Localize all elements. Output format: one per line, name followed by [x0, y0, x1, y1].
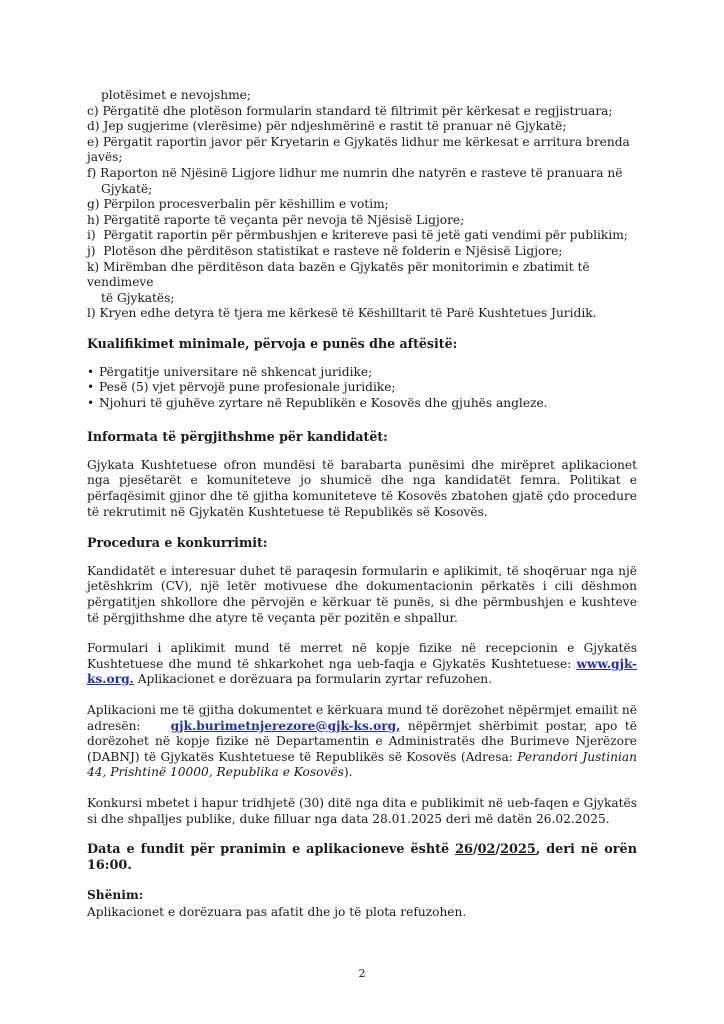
duty-item-e: e) Përgatit raportin javor për Kryetarin e Gjykatës lidhur me kërkesat e arritura brenda javës;: [87, 134, 630, 165]
qualification-item: • Përgatitje universitare në shkencat juridike;: [87, 365, 637, 381]
duty-item-g: g) Përpilon procesverbalin për këshillim e votim;: [87, 197, 389, 212]
qualification-item: • Njohuri të gjuhëve zyrtare në Republikën e Kosovës dhe gjuhës angleze.: [87, 396, 637, 412]
address: Perandori Justinian 44, Prishtinë 10000, Republika e Kosovës: [87, 749, 637, 780]
note-text: Aplikacionet e dorëzuara pas afatit dhe jo të plota refuzohen.: [87, 904, 467, 919]
qualifications-heading: Kualifikimet minimale, përvoja e punës dhe aftësitë:: [87, 335, 458, 351]
procedure-paragraph-4: Konkursi mbetet i hapur tridhjetë (30) ditë nga dita e publikimit në ueb-faqen e Gjykatës si dhe shpalljes publike, duke filluar nga data 28.01.2025 deri më datën 26.02.2025.: [87, 795, 637, 826]
duty-item-f: f) Raporton në Njësinë Ligjore lidhur me numrin dhe natyrën e rasteve të pranuara në Gjykatë;: [87, 165, 623, 196]
website-link[interactable]: www.gjk-ks.org.: [87, 656, 637, 687]
duty-item-c: c) Përgatitë dhe plotëson formularin standard të filtrimit për kërkesat e regjistruara;: [87, 103, 613, 118]
deadline-year: 2025: [500, 842, 536, 858]
deadline-month: 02: [477, 842, 496, 858]
qualifications-list: [87, 365, 637, 412]
procedure-paragraph-3: Aplikacioni me të gjitha dokumentet e kërkuara mund të dorëzohet nëpërmjet emailit në adresën: gjk.burimetnjerezore@gjk-ks.org, nëpërmjet shërbimit postar, apo të dorëzohet në kopje fizike në Departamentin e Administratës dhe Burimeve Njerëzore (DABNJ) të Gjykatës Kushtetuese të Republikës së Kosovës (Adresa: Perandori Justinian 44, Prishtinë 10000, Republika e Kosovës).: [87, 703, 637, 780]
qualification-item: • Pesë (5) vjet përvojë pune profesionale juridike;: [87, 380, 637, 396]
duty-item-j: j) Plotëson dhe përditëson statistikat e rasteve në folderin e Njësisë Ligjore;: [87, 243, 563, 258]
note-heading: Shënim:: [87, 888, 144, 903]
document-page: [87, 88, 637, 920]
duty-item-d: d) Jep sugjerime (vlerësime) për ndjeshmërinë e rastit të pranuar në Gjykatë;: [87, 119, 567, 134]
procedure-paragraph-2: Formulari i aplikimit mund të merret në kopje fizike në recepcionin e Gjykatës Kushtetuese dhe mund të shkarkohet nga ueb-faqja e Gjykatës Kushtetuese: www.gjk-ks.org. Aplikacionet e dorëzuara pa formularin zyrtar refuzohen.: [87, 641, 637, 687]
general-info-paragraph: Gjykata Kushtetuese ofron mundësi të barabarta punësimi dhe mirëpret aplikacionet nga pjesëtarët e komuniteteve jo shumicë dhe nga kandidatët femra. Politikat e përfaqësimit gjinor dhe të gjitha komuniteteve të Kosovës zbatohen gjatë çdo procedure të rekrutimit në Gjykatën Kushtetuese të Republikës së Kosovës.: [87, 457, 637, 519]
duty-item-k: k) Mirëmban dhe përditëson data bazën e Gjykatës për monitorimin e zbatimit të vendimeve të Gjykatës;: [87, 259, 590, 305]
procedure-heading: Procedura e konkurrimit:: [87, 535, 268, 551]
deadline-statement: Data e fundit për pranimin e aplikacioneve është 26/02/2025, deri në orën 16:00.: [87, 842, 637, 874]
procedure-paragraph-1: Kandidatët e interesuar duhet të paraqesin formularin e aplikimit, të shoqëruar nga një jetëshkrim (CV), një letër motivuese dhe dokumentacionin përkatës i cili dëshmon përgatitjen shkollore dhe përvojën e kërkuar të punës, si dhe përmbushjen e kushteve të përgjithshme dhe atyre të veçanta për pozitën e shpallur.: [87, 563, 637, 625]
duty-item-l: l) Kryen edhe detyra të tjera me kërkesë të Këshilltarit të Parë Kushtetues Juridik.: [87, 306, 597, 321]
duty-continuation: plotësimet e nevojshme;: [101, 88, 251, 102]
email-link[interactable]: gjk.burimetnjerezore@gjk-ks.org,: [170, 718, 401, 733]
page-number: 2: [358, 967, 366, 980]
general-info-heading: Informata të përgjithshme për kandidatët:: [87, 429, 388, 445]
duty-item-i: i) Përgatit raportin për përmbushjen e kritereve pasi të jetë gati vendimi për publikim;: [87, 228, 628, 243]
deadline-day: 26: [455, 842, 473, 858]
duties-list: [87, 88, 637, 322]
duty-item-h: h) Përgatitë raporte të veçanta për nevoja të Njësisë Ligjore;: [87, 212, 465, 227]
